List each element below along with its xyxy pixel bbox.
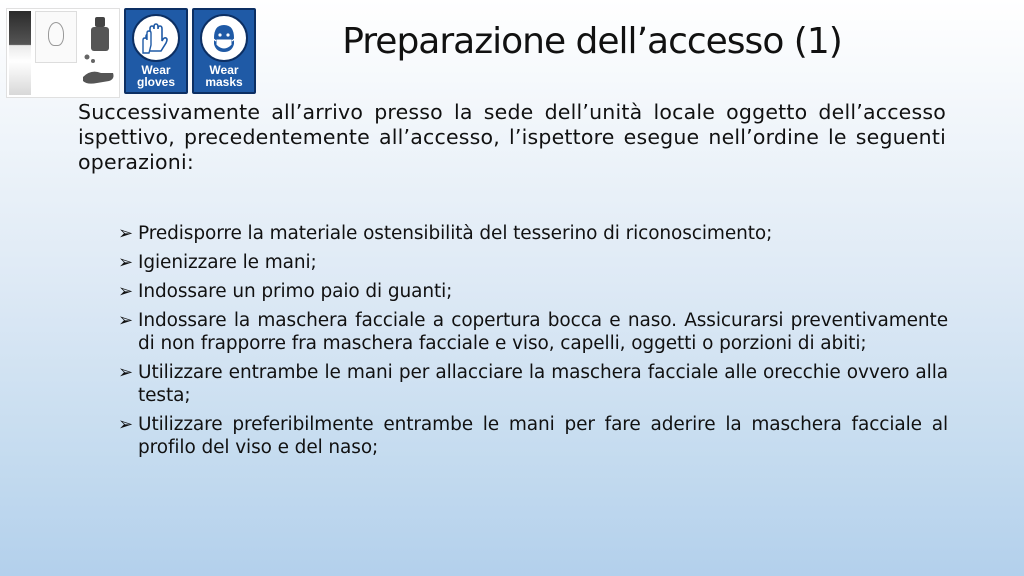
list-item (118, 222, 948, 245)
arrow-bullet-icon: ➢ (118, 310, 133, 331)
wear-gloves-label (126, 64, 186, 88)
step-text: Igienizzare le mani; (138, 252, 317, 273)
wear-gloves-sign (124, 8, 188, 94)
arrow-bullet-icon: ➢ (118, 362, 133, 383)
slide-title: Preparazione dell’accesso (1) (342, 21, 842, 62)
steps-list (118, 222, 948, 465)
step-text: Indossare la maschera facciale a copertura bocca e naso. Assicurarsi preventivamente di non frapporre fra maschera facciale e viso, capelli, oggetti o porzioni di abiti; (138, 310, 948, 354)
step-text: Utilizzare entrambe le mani per allacciare la maschera facciale alle orecchie ovvero alla testa; (138, 362, 948, 406)
list-item (118, 361, 948, 407)
list-item (118, 251, 948, 274)
arrow-bullet-icon: ➢ (118, 252, 133, 273)
wear-masks-label-line1: Wear (209, 63, 239, 77)
step-text: Utilizzare preferibilmente entrambe le mani per fare aderire la maschera facciale al profilo del viso e del naso; (138, 414, 948, 458)
wear-gloves-label-line2: gloves (136, 75, 175, 89)
list-item (118, 280, 948, 303)
step-text: Predisporre la materiale ostensibilità del tesserino di riconoscimento; (138, 223, 773, 244)
arrow-bullet-icon: ➢ (118, 223, 133, 244)
wear-gloves-label-line1: Wear (141, 63, 171, 77)
intro-paragraph: Successivamente all’arrivo presso la sede dell’unità locale oggetto dell’accesso ispettivo, precedentemente all’accesso, l’ispettore esegue nell’ordine le seguenti operazioni: (78, 100, 946, 174)
dispenser-image (9, 11, 31, 95)
arrow-bullet-icon: ➢ (118, 281, 133, 302)
instruction-sheet-image (35, 11, 77, 63)
hygiene-illustration-image (6, 8, 120, 98)
list-item (118, 413, 948, 459)
arrow-bullet-icon: ➢ (118, 414, 133, 435)
step-text: Indossare un primo paio di guanti; (138, 281, 453, 302)
wear-masks-sign (192, 8, 256, 94)
wear-masks-label-line2: masks (205, 75, 243, 89)
list-item (118, 309, 948, 355)
gloves-icon (132, 14, 180, 62)
handwash-icon (79, 13, 117, 93)
wear-masks-label (194, 64, 254, 88)
mask-icon (200, 14, 248, 62)
